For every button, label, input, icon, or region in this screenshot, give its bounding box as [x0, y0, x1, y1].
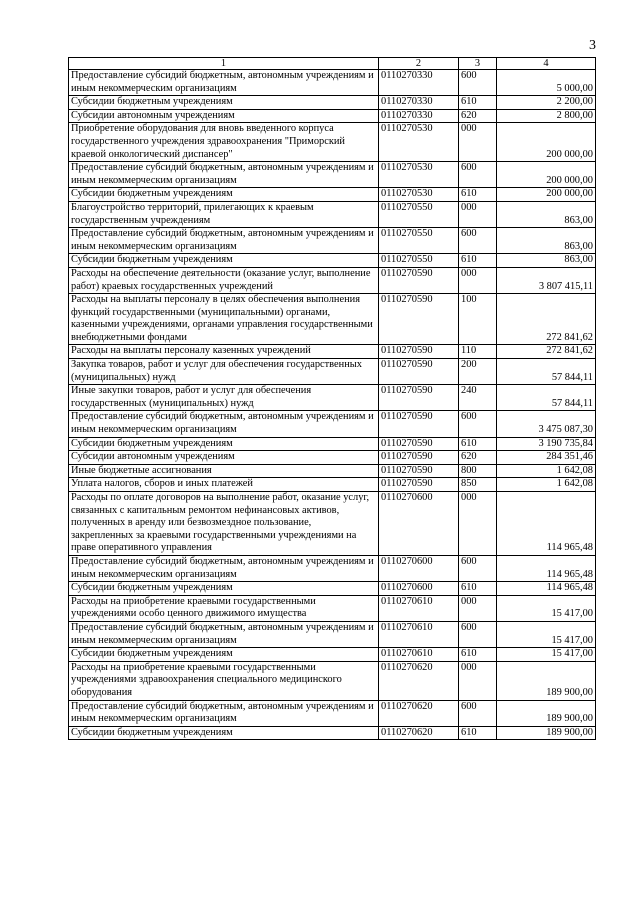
- row-name-cell: Субсидии бюджетным учреждениям: [69, 96, 379, 110]
- row-sum-cell: 189 900,00: [497, 700, 596, 726]
- row-name-cell: Предоставление субсидий бюджетным, автономным учреждениям и иным некоммерческим организациям: [69, 411, 379, 437]
- row-sum-cell: 1 642,08: [497, 464, 596, 478]
- row-name-cell: Расходы на выплаты персоналу в целях обеспечения выполнения функций государственными (муниципальными) органами, казенными учреждениями, органами управления государственными внебюджетными фондами: [69, 294, 379, 345]
- row-type-cell: 610: [459, 648, 497, 662]
- row-code-cell: 0110270530: [379, 162, 459, 188]
- row-sum-cell: 15 417,00: [497, 595, 596, 621]
- row-name-cell: Субсидии бюджетным учреждениям: [69, 437, 379, 451]
- row-sum-cell: 3 475 087,30: [497, 411, 596, 437]
- row-type-cell: 610: [459, 188, 497, 202]
- row-type-cell: 000: [459, 595, 497, 621]
- row-type-cell: 000: [459, 201, 497, 227]
- row-name-cell: Субсидии бюджетным учреждениям: [69, 582, 379, 596]
- row-type-cell: 620: [459, 451, 497, 465]
- budget-table: [68, 57, 596, 740]
- table-row: [69, 437, 596, 451]
- row-sum-cell: 200 000,00: [497, 123, 596, 162]
- row-type-cell: 610: [459, 582, 497, 596]
- table-row: [69, 411, 596, 437]
- row-sum-cell: 57 844,11: [497, 385, 596, 411]
- row-code-cell: 0110270330: [379, 70, 459, 96]
- row-code-cell: 0110270610: [379, 621, 459, 647]
- row-type-cell: 800: [459, 464, 497, 478]
- row-code-cell: 0110270590: [379, 267, 459, 293]
- row-code-cell: 0110270610: [379, 595, 459, 621]
- row-sum-cell: 1 642,08: [497, 478, 596, 492]
- row-code-cell: 0110270550: [379, 201, 459, 227]
- header-cell-type: 3: [459, 58, 497, 70]
- row-code-cell: 0110270620: [379, 661, 459, 700]
- row-code-cell: 0110270590: [379, 385, 459, 411]
- table-row: [69, 555, 596, 581]
- row-code-cell: 0110270590: [379, 464, 459, 478]
- row-type-cell: 000: [459, 661, 497, 700]
- row-type-cell: 000: [459, 123, 497, 162]
- table-row: [69, 359, 596, 385]
- table-row: [69, 162, 596, 188]
- row-name-cell: Предоставление субсидий бюджетным, автономным учреждениям и иным некоммерческим организациям: [69, 621, 379, 647]
- row-name-cell: Предоставление субсидий бюджетным, автономным учреждениям и иным некоммерческим организациям: [69, 162, 379, 188]
- row-name-cell: Приобретение оборудования для вновь введенного корпуса государственного учреждения здравоохранения "Приморский краевой онкологический диспансер": [69, 123, 379, 162]
- row-code-cell: 0110270590: [379, 294, 459, 345]
- table-row: [69, 345, 596, 359]
- table-row: [69, 464, 596, 478]
- row-type-cell: 850: [459, 478, 497, 492]
- row-code-cell: 0110270620: [379, 726, 459, 740]
- header-cell-sum: 4: [497, 58, 596, 70]
- row-type-cell: 610: [459, 254, 497, 268]
- table-row: [69, 385, 596, 411]
- row-code-cell: 0110270530: [379, 188, 459, 202]
- row-name-cell: Предоставление субсидий бюджетным, автономным учреждениям и иным некоммерческим организациям: [69, 555, 379, 581]
- row-type-cell: 600: [459, 70, 497, 96]
- row-name-cell: Предоставление субсидий бюджетным, автономным учреждениям и иным некоммерческим организациям: [69, 700, 379, 726]
- row-name-cell: Расходы на выплаты персоналу казенных учреждений: [69, 345, 379, 359]
- row-type-cell: 600: [459, 700, 497, 726]
- row-type-cell: 600: [459, 228, 497, 254]
- row-sum-cell: 2 800,00: [497, 109, 596, 123]
- row-name-cell: Субсидии автономным учреждениям: [69, 109, 379, 123]
- row-sum-cell: 3 190 735,84: [497, 437, 596, 451]
- row-type-cell: 610: [459, 726, 497, 740]
- row-type-cell: 600: [459, 555, 497, 581]
- row-sum-cell: 57 844,11: [497, 359, 596, 385]
- row-name-cell: Субсидии бюджетным учреждениям: [69, 254, 379, 268]
- row-code-cell: 0110270590: [379, 359, 459, 385]
- table-row: [69, 451, 596, 465]
- row-sum-cell: 272 841,62: [497, 294, 596, 345]
- row-code-cell: 0110270530: [379, 123, 459, 162]
- row-name-cell: Субсидии автономным учреждениям: [69, 451, 379, 465]
- table-row: [69, 726, 596, 740]
- table-row: [69, 648, 596, 662]
- row-sum-cell: 200 000,00: [497, 162, 596, 188]
- row-code-cell: 0110270550: [379, 254, 459, 268]
- table-row: [69, 700, 596, 726]
- row-sum-cell: 15 417,00: [497, 621, 596, 647]
- row-sum-cell: 2 200,00: [497, 96, 596, 110]
- row-code-cell: 0110270590: [379, 451, 459, 465]
- row-sum-cell: 15 417,00: [497, 648, 596, 662]
- row-name-cell: Иные бюджетные ассигнования: [69, 464, 379, 478]
- table-row: [69, 621, 596, 647]
- row-code-cell: 0110270600: [379, 582, 459, 596]
- table-row: [69, 228, 596, 254]
- row-type-cell: 610: [459, 437, 497, 451]
- table-row: [69, 188, 596, 202]
- row-sum-cell: 3 807 415,11: [497, 267, 596, 293]
- header-cell-code: 2: [379, 58, 459, 70]
- row-code-cell: 0110270590: [379, 478, 459, 492]
- row-name-cell: Благоустройство территорий, прилегающих к краевым государственным учреждениям: [69, 201, 379, 227]
- table-row: [69, 109, 596, 123]
- row-type-cell: 610: [459, 96, 497, 110]
- row-sum-cell: 114 965,48: [497, 582, 596, 596]
- header-cell-name: 1: [69, 58, 379, 70]
- row-type-cell: 600: [459, 162, 497, 188]
- row-sum-cell: 200 000,00: [497, 188, 596, 202]
- row-type-cell: 100: [459, 294, 497, 345]
- row-sum-cell: 863,00: [497, 228, 596, 254]
- row-sum-cell: 5 000,00: [497, 70, 596, 96]
- row-name-cell: Закупка товаров, работ и услуг для обеспечения государственных (муниципальных) нужд: [69, 359, 379, 385]
- table-row: [69, 267, 596, 293]
- row-name-cell: Расходы по оплате договоров на выполнение работ, оказание услуг, связанных с капитальным ремонтом нефинансовых активов, полученных в аренду или безвозмездное пользование, закрепленных за краевыми государственными учреждениями на праве оперативного управления: [69, 492, 379, 556]
- table-row: [69, 201, 596, 227]
- row-type-cell: 600: [459, 411, 497, 437]
- table-row: [69, 294, 596, 345]
- row-code-cell: 0110270620: [379, 700, 459, 726]
- row-name-cell: Предоставление субсидий бюджетным, автономным учреждениям и иным некоммерческим организациям: [69, 70, 379, 96]
- row-name-cell: Иные закупки товаров, работ и услуг для обеспечения государственных (муниципальных) нужд: [69, 385, 379, 411]
- table-row: [69, 595, 596, 621]
- row-code-cell: 0110270590: [379, 437, 459, 451]
- row-name-cell: Субсидии бюджетным учреждениям: [69, 648, 379, 662]
- row-code-cell: 0110270590: [379, 411, 459, 437]
- row-sum-cell: 189 900,00: [497, 726, 596, 740]
- row-sum-cell: 114 965,48: [497, 492, 596, 556]
- row-name-cell: Субсидии бюджетным учреждениям: [69, 188, 379, 202]
- row-code-cell: 0110270600: [379, 555, 459, 581]
- row-name-cell: Расходы на приобретение краевыми государственными учреждениями особо ценного движимого имущества: [69, 595, 379, 621]
- row-code-cell: 0110270600: [379, 492, 459, 556]
- table-row: [69, 254, 596, 268]
- row-sum-cell: 863,00: [497, 254, 596, 268]
- row-type-cell: 600: [459, 621, 497, 647]
- row-code-cell: 0110270590: [379, 345, 459, 359]
- row-name-cell: Уплата налогов, сборов и иных платежей: [69, 478, 379, 492]
- row-sum-cell: 189 900,00: [497, 661, 596, 700]
- row-type-cell: 200: [459, 359, 497, 385]
- row-type-cell: 000: [459, 267, 497, 293]
- row-sum-cell: 114 965,48: [497, 555, 596, 581]
- page-number: 3: [589, 38, 596, 53]
- row-name-cell: Предоставление субсидий бюджетным, автономным учреждениям и иным некоммерческим организациям: [69, 228, 379, 254]
- row-type-cell: 110: [459, 345, 497, 359]
- row-type-cell: 240: [459, 385, 497, 411]
- row-name-cell: Субсидии бюджетным учреждениям: [69, 726, 379, 740]
- row-code-cell: 0110270610: [379, 648, 459, 662]
- row-name-cell: Расходы на приобретение краевыми государственными учреждениями здравоохранения специального медицинского оборудования: [69, 661, 379, 700]
- table-row: [69, 492, 596, 556]
- table-row: [69, 582, 596, 596]
- table-row: [69, 661, 596, 700]
- row-sum-cell: 284 351,46: [497, 451, 596, 465]
- row-code-cell: 0110270550: [379, 228, 459, 254]
- table-row: [69, 70, 596, 96]
- table-row: [69, 478, 596, 492]
- table-row: [69, 96, 596, 110]
- row-type-cell: 000: [459, 492, 497, 556]
- row-sum-cell: 863,00: [497, 201, 596, 227]
- row-code-cell: 0110270330: [379, 109, 459, 123]
- row-code-cell: 0110270330: [379, 96, 459, 110]
- table-header-row: [69, 58, 596, 70]
- table-row: [69, 123, 596, 162]
- row-sum-cell: 272 841,62: [497, 345, 596, 359]
- row-type-cell: 620: [459, 109, 497, 123]
- row-name-cell: Расходы на обеспечение деятельности (оказание услуг, выполнение работ) краевых государственных учреждений: [69, 267, 379, 293]
